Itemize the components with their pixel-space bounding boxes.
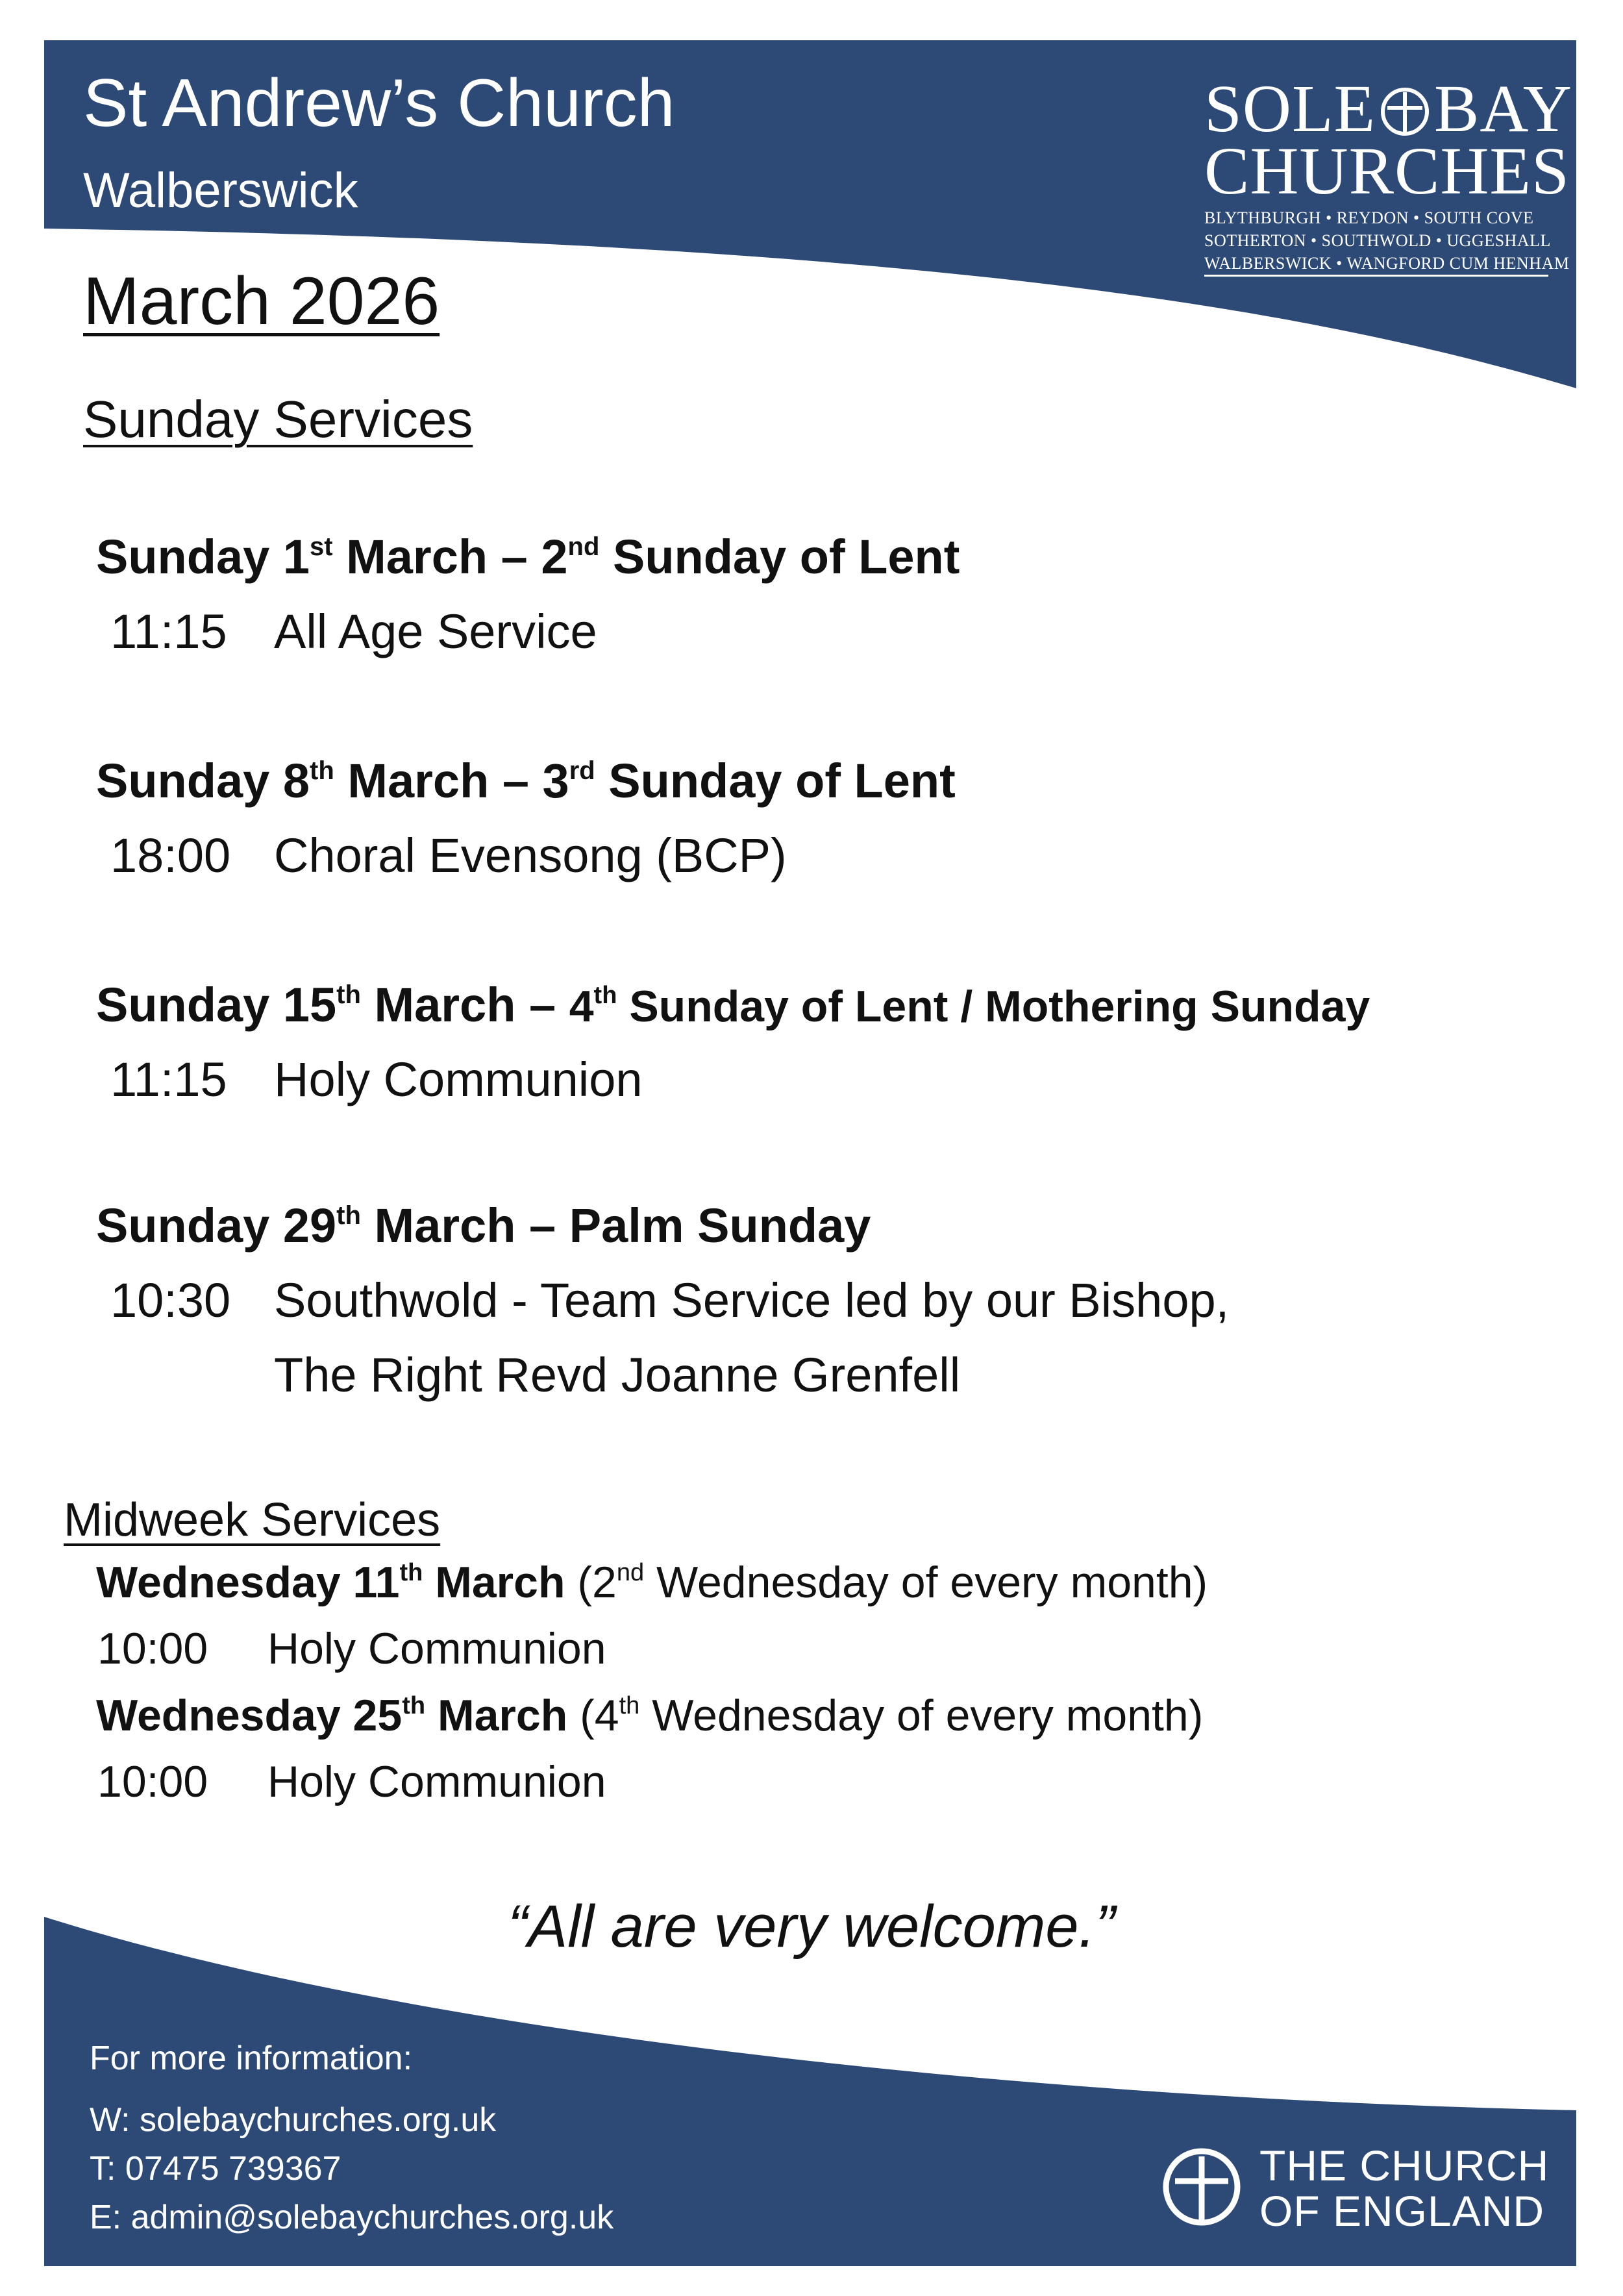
logo-text-churches: CHURCHES [1204,134,1570,208]
service-heading: Sunday 8th March – 3rd Sunday of Lent [96,754,956,808]
midweek-services-heading: Midweek Services [64,1494,441,1546]
coe-line1: THE CHURCH [1259,2141,1550,2190]
month-title: March 2026 [83,264,440,339]
service-time: 11:15 [110,605,227,658]
logo-underline [1204,275,1548,277]
logo-parishes-row1: BLYTHBURGH • REYDON • SOUTH COVE [1204,208,1534,227]
logo-parishes-row2: SOTHERTON • SOUTHWOLD • UGGESHALL [1204,231,1551,250]
sunday-services-heading: Sunday Services [83,390,473,448]
coe-line2: OF ENGLAND [1259,2187,1545,2235]
service-heading: Sunday 15th March – 4th Sunday of Lent / Mothering Sunday [96,978,1370,1032]
service-time: 11:15 [110,1053,227,1106]
midweek-service-time: 10:00 [97,1624,208,1673]
church-name: St Andrew’s Church [83,66,675,141]
footer-email[interactable]: E: admin@solebaychurches.org.uk [90,2199,614,2236]
logo-text-bay: BAY [1434,71,1573,146]
footer-phone[interactable]: T: 07475 739367 [90,2150,341,2188]
midweek-service-heading: Wednesday 11th March (2nd Wednesday of every month) [96,1558,1208,1607]
logo-text-sole: SOLE [1204,71,1376,146]
midweek-service-name: Holy Communion [267,1624,606,1673]
footer-info-label: For more information: [90,2040,413,2077]
cross-in-circle-icon [1380,84,1430,134]
service-name: Holy Communion [274,1053,643,1106]
welcome-message: “All are very welcome.” [508,1893,1115,1960]
church-location: Walberswick [83,163,358,218]
service-heading: Sunday 1st March – 2nd Sunday of Lent [96,530,960,584]
service-name-line2: The Right Revd Joanne Grenfell [274,1348,961,1402]
solebay-churches-logo [1204,71,1573,277]
service-heading: Sunday 29th March – Palm Sunday [96,1199,871,1253]
church-of-england-logo [1162,2143,1549,2234]
church-of-england-logo-icon [1162,2147,1241,2230]
midweek-service-name: Holy Communion [267,1757,606,1806]
midweek-service-time: 10:00 [97,1757,208,1806]
service-name: Southwold - Team Service led by our Bishop, [274,1273,1230,1327]
midweek-service-heading: Wednesday 25th March (4th Wednesday of every month) [96,1691,1204,1740]
service-time: 10:30 [110,1273,231,1327]
logo-parishes-row3: WALBERSWICK • WANGFORD CUM HENHAM [1204,254,1570,273]
service-name: All Age Service [274,605,597,658]
service-time: 18:00 [110,829,231,882]
footer-website[interactable]: W: solebaychurches.org.uk [90,2101,497,2139]
service-name: Choral Evensong (BCP) [274,829,787,882]
